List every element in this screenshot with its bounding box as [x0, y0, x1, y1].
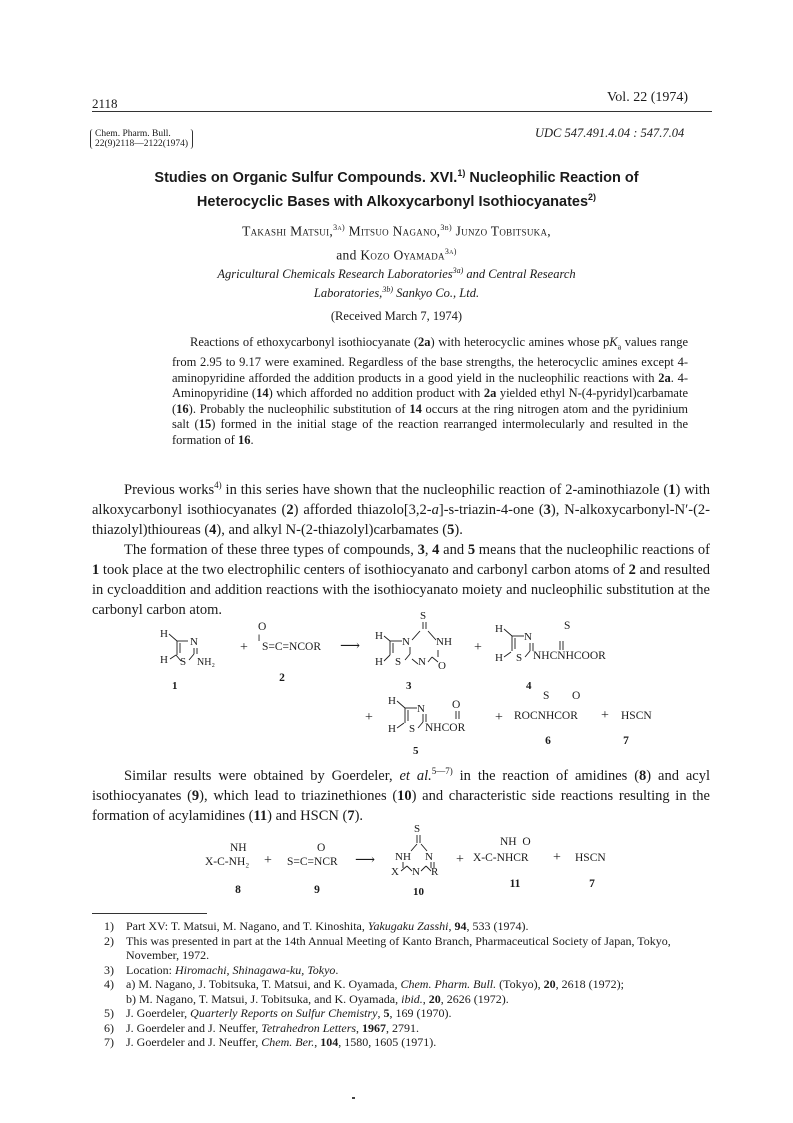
compound-1-structure — [160, 628, 215, 668]
received-date: (Received March 7, 1974) — [330, 309, 463, 323]
svg-text:X: X — [391, 866, 399, 878]
footnote-number: 3) — [104, 962, 114, 977]
paragraph-3 — [92, 761, 710, 826]
footnote-text: J. Goerdeler and J. Neuffer, — [126, 1035, 262, 1049]
body-text: a — [431, 501, 439, 518]
compound-10-structure — [385, 820, 455, 898]
compound-6-formula: ROCNHCOR — [514, 710, 578, 722]
footnote-text: (Tokyo), — [496, 977, 544, 991]
compound-ref: 2a — [418, 335, 431, 349]
double-bond-mark: ‖ — [258, 633, 261, 643]
svg-text:N: N — [418, 656, 426, 668]
footnote-text: , 2791. — [386, 1020, 420, 1035]
body-text: The formation of these three types of compounds, — [124, 541, 418, 558]
compound-ref: 15 — [198, 417, 212, 431]
footnote-text: , — [422, 991, 429, 1006]
abstract-text: values range from 2.95 to 9.17 were examined. Regardless of the base strengths, the heterocyclic amines except 4-aminopyridine afforded the addition products in a good yield in the nucleophilic reactions with — [172, 335, 688, 385]
plus-sign: + — [601, 708, 609, 723]
compound-ref: 9 — [191, 787, 200, 804]
body-text: ) and acyl isothiocyanates ( — [92, 767, 710, 804]
body-text: ), and alkyl N-(2-thiazolyl)carbamates ( — [216, 521, 448, 538]
svg-text:S: S — [420, 610, 427, 622]
footnote-text: b) M. Nagano, T. Matsui, J. Tobitsuka, and K. Oyamada, — [126, 991, 402, 1006]
svg-text:H: H — [375, 630, 383, 642]
page-speck — [352, 1097, 355, 1099]
article-title — [60, 164, 733, 212]
footnote-text: This was presented in part at the 14th Annual Meeting of Kanto Branch, Pharmaceutical Society of Japan, Tokyo, November, 1972. — [126, 933, 671, 962]
footnote-rule — [92, 913, 207, 914]
body-text: ). — [354, 807, 364, 824]
author-4: Kozo Oyamada — [360, 247, 445, 262]
svg-text:NH: NH — [436, 636, 452, 648]
compound-5-O: O — [452, 699, 461, 711]
compound-label-7: 7 — [589, 878, 595, 890]
svg-text:H: H — [495, 623, 503, 635]
journal-reference — [90, 129, 193, 149]
footnote-text: . — [335, 962, 339, 977]
footnote-text: , — [314, 1035, 321, 1049]
footnote-text: , — [356, 1020, 363, 1035]
body-text: et al. — [399, 767, 432, 784]
compound-ref: 8 — [639, 767, 647, 784]
affiliation — [60, 263, 733, 301]
compound-ref: 2a — [658, 370, 671, 385]
abstract-text: yielded ethyl N-(4-pyridyl)carbamate ( — [172, 386, 689, 416]
author-1: Takashi Matsui, — [242, 223, 334, 239]
compound-label-1: 1 — [172, 680, 178, 692]
body-text: ) and HSCN ( — [267, 807, 348, 824]
svg-text:S: S — [409, 723, 416, 735]
footnote-text: Yakugaku Zasshi — [367, 919, 449, 933]
body-text: ), N-alkoxycarbonyl-N′-(2-thiazolyl)thioureas ( — [92, 501, 711, 538]
compound-ref: 1 — [668, 481, 676, 498]
footnote-text: Quarterly Reports on Sulfur Chemistry — [190, 1006, 378, 1020]
body-text: Similar results were obtained by Goerdeler, — [124, 767, 400, 784]
compound-ref: 4 — [432, 541, 440, 558]
compound-label-10: 10 — [413, 886, 424, 898]
author-3: Junzo Tobitsuka, — [451, 223, 551, 239]
abstract-text: K — [609, 335, 618, 349]
compound-ref: 5 — [447, 521, 455, 538]
affiliation-1b: and Central Research — [463, 267, 576, 282]
compound-3-structure — [370, 607, 470, 697]
svg-text:H: H — [375, 656, 383, 668]
footnote-text: Hiromachi, Shinagawa-ku, Tokyo — [174, 962, 336, 977]
compound-11-top: NH O — [500, 836, 531, 848]
body-text: ) and characteristic side reactions resulting in the formation of acylamidines ( — [92, 787, 710, 824]
svg-text:NH₂: NH₂ — [197, 657, 215, 668]
title-ref-sup: 1) — [457, 168, 466, 178]
title-line1-rest: Nucleophilic Reaction of — [465, 169, 639, 186]
author-1-sup: 3a) — [333, 223, 345, 232]
body-text: and resulted in cycloaddition and addition reactions with the isothiocyanato moiety and nucleophilic substitution at the carbonyl carbon atom. — [92, 561, 710, 618]
abstract-text: . — [250, 432, 254, 447]
svg-text:O: O — [438, 660, 446, 672]
affiliation-2: Laboratories, — [313, 286, 383, 301]
title-line1: Studies on Organic Sulfur Compounds. XVI. — [154, 169, 458, 186]
footnote-number: 4) — [104, 977, 114, 991]
plus-sign: + — [495, 710, 503, 725]
footnote-number: 1) — [104, 919, 114, 933]
footnote-3 — [104, 963, 724, 978]
svg-text:N: N — [417, 703, 425, 715]
body-text: took place at the two electrophilic centers of isothiocyanato and carbonyl carbon atoms of — [99, 561, 629, 578]
compound-7-formula: HSCN — [621, 710, 652, 722]
compound-label-7: 7 — [623, 735, 629, 747]
footnote-text: Tetrahedron Letters — [261, 1020, 357, 1035]
footnote-text: 20 — [543, 977, 556, 991]
footnote-text: , 169 (1970). — [389, 1006, 452, 1020]
compound-2-formula: S=C=NCOR — [262, 641, 321, 653]
svg-text:N: N — [402, 636, 410, 648]
footnote-6 — [104, 1021, 724, 1036]
body-text: and — [439, 541, 468, 558]
compound-4-formula: NHCNHCOOR — [533, 650, 606, 662]
body-text: ). — [454, 521, 463, 538]
svg-text:N: N — [190, 636, 198, 648]
compound-ref: 16 — [176, 401, 189, 416]
footnote-number: 6) — [104, 1020, 114, 1035]
svg-text:H: H — [160, 628, 168, 640]
svg-text:H: H — [495, 652, 503, 664]
compound-2-O: O — [258, 621, 267, 633]
abstract-text: ) with heterocyclic amines whose p — [430, 335, 610, 349]
svg-text:S: S — [180, 656, 187, 668]
compound-6-S: S — [543, 690, 550, 702]
footnote-5 — [104, 1006, 724, 1021]
footnote-text: , — [448, 919, 455, 933]
footnote-number: 2) — [104, 933, 114, 948]
page-number: 2118 — [92, 96, 118, 111]
affiliation-1-sup: 3a) — [452, 266, 464, 275]
compound-label-3: 3 — [406, 680, 412, 692]
svg-text:S: S — [516, 652, 523, 664]
author-and: and — [336, 247, 361, 262]
footnote-text: a) M. Nagano, J. Tobitsuka, T. Matsui, and K. Oyamada, — [126, 977, 401, 991]
footnote-text: 104 — [320, 1035, 339, 1049]
body-text: ) afforded thiazolo[3,2- — [293, 501, 432, 518]
footnote-text: 94 — [454, 919, 467, 933]
compound-ref: 14 — [256, 386, 269, 400]
compound-ref: 10 — [397, 787, 412, 804]
compound-label-5: 5 — [413, 745, 419, 757]
footnotes — [104, 919, 724, 1050]
footnote-text: ibid. — [401, 991, 423, 1006]
footnote-text: , 2626 (1972). — [440, 991, 509, 1006]
compound-ref: 1 — [92, 561, 100, 578]
body-text: ) with alkoxycarbonyl isothiocyanates ( — [92, 481, 710, 518]
abstract-text: a — [617, 342, 622, 352]
compound-label-4: 4 — [526, 680, 532, 692]
compound-5-formula: NHCOR — [425, 722, 466, 734]
compound-ref: 4 — [209, 521, 217, 538]
footnote-text: Chem. Pharm. Bull. — [400, 977, 497, 991]
affiliation-1: Agricultural Chemicals Research Laboratories — [217, 267, 453, 282]
reaction-arrow: ⟶ — [340, 639, 361, 654]
compound-label-9: 9 — [314, 884, 320, 896]
plus-sign: + — [553, 850, 561, 865]
footnote-2 — [104, 934, 724, 963]
compound-4-S: S — [564, 620, 571, 632]
footnote-number: 7) — [104, 1035, 114, 1049]
compound-ref: 7 — [347, 807, 355, 824]
footnote-7 — [104, 1035, 724, 1050]
plus-sign: + — [456, 852, 464, 867]
body-text: Previous works — [124, 481, 215, 498]
footnote-text: Part XV: T. Matsui, M. Nagano, and T. Kinoshita, — [126, 919, 368, 933]
compound-7-formula: HSCN — [575, 852, 606, 864]
body-section-1 — [92, 475, 710, 620]
footnote-text: 20 — [428, 991, 441, 1006]
journal-name: Chem. Pharm. Bull. — [95, 129, 171, 139]
compound-ref: 5 — [467, 541, 476, 558]
footnote-number: 5) — [104, 1006, 114, 1020]
footnote-text: 1967 — [362, 1020, 387, 1035]
author-list — [60, 218, 733, 265]
svg-text:H: H — [388, 723, 396, 735]
svg-text:H: H — [160, 654, 168, 666]
abstract-text: occurs at the ring nitrogen atom and the pyridinium salt ( — [172, 401, 688, 431]
compound-9-formula: S=C=NCR — [287, 856, 338, 868]
compound-label-11: 11 — [509, 878, 521, 890]
plus-sign: + — [474, 640, 482, 655]
footnote-text: , — [377, 1006, 384, 1020]
footnote-text: J. Goerdeler and J. Neuffer, — [126, 1020, 262, 1035]
body-text: in this series have shown that the nucleophilic reaction of 2-aminothiazole ( — [221, 481, 669, 498]
footnote-text: , 533 (1974). — [466, 919, 529, 933]
ref-sup: 4) — [214, 480, 222, 490]
footnote-text: J. Goerdeler, — [126, 1006, 191, 1020]
compound-8-NH: NH — [230, 842, 247, 854]
abstract — [172, 335, 688, 448]
abstract-text: Reactions of ethoxycarbonyl isothiocyanate ( — [190, 335, 419, 349]
plus-sign: + — [240, 640, 248, 655]
compound-11-formula: X-C-NHCR — [473, 852, 529, 864]
body-text: ), which lead to triazinethiones ( — [199, 787, 398, 804]
body-section-2 — [92, 761, 710, 826]
body-text: ]-s-triazin-4-one ( — [438, 501, 544, 518]
abstract-text: ) formed in the initial stage of the reaction rearranged intermolecularly and resulted in the formation of — [172, 417, 688, 447]
footnote-text: , 2618 (1972); — [555, 977, 624, 991]
svg-text:S: S — [414, 823, 421, 835]
svg-text:N: N — [412, 866, 420, 878]
ref-sup: 5—7) — [431, 766, 453, 776]
title-line2: Heterocyclic Bases with Alkoxycarbonyl Isothiocyanates — [196, 193, 589, 210]
reaction-arrow: ⟶ — [355, 853, 376, 868]
body-text: in the reaction of amidines ( — [452, 767, 640, 784]
affiliation-2b: Sankyo Co., Ltd. — [392, 286, 480, 301]
body-text: , — [424, 541, 433, 558]
udc-code: UDC 547.491.4.04 : 547.7.04 — [535, 126, 685, 140]
compound-ref: 2a — [483, 386, 497, 400]
footnote-text: Chem. Ber. — [261, 1035, 315, 1049]
title-ref-sup2: 2) — [588, 191, 597, 202]
author-2: Mitsuo Nagano, — [344, 223, 441, 239]
journal-citation: 22(9)2118—2122(1974) — [95, 139, 189, 149]
compound-6-O: O — [572, 690, 581, 702]
compound-ref: 14 — [409, 401, 422, 416]
volume-label: Vol. 22 (1974) — [607, 90, 689, 105]
svg-text:H: H — [388, 695, 396, 707]
compound-ref: 11 — [253, 807, 268, 824]
compound-ref: 16 — [237, 432, 251, 447]
footnote-text: Location: — [126, 962, 175, 977]
compound-label-8: 8 — [235, 884, 241, 896]
affiliation-2-sup: 3b) — [382, 285, 393, 295]
footnote-1 — [104, 919, 724, 934]
author-4-sup: 3a) — [444, 246, 457, 256]
svg-text:N: N — [524, 631, 532, 643]
compound-label-6: 6 — [545, 735, 551, 747]
compound-ref: 2 — [286, 501, 294, 518]
compound-8-formula: X-C-NH₂ — [205, 856, 250, 868]
footnote-4 — [104, 977, 724, 1006]
compound-label-2: 2 — [279, 672, 285, 684]
svg-text:R: R — [431, 866, 439, 878]
compound-ref: 3 — [417, 541, 425, 558]
plus-sign: + — [365, 710, 373, 725]
compound-ref: 3 — [543, 501, 551, 518]
svg-text:N: N — [425, 851, 433, 863]
compound-9-O: O — [317, 842, 326, 854]
body-text: means that the nucleophilic reactions of — [475, 541, 711, 558]
compound-ref: 2 — [628, 561, 636, 578]
svg-text:NH: NH — [395, 851, 411, 863]
abstract-text: . 4-Aminopyridine ( — [172, 370, 688, 400]
abstract-text: ). Probably the nucleophilic substitution of — [188, 401, 410, 416]
footnote-text: , 1580, 1605 (1971). — [338, 1035, 437, 1049]
svg-text:S: S — [395, 656, 402, 668]
paragraph-1 — [92, 475, 710, 540]
abstract-text: ) which afforded no addition product with — [268, 386, 484, 400]
footnote-text: 5 — [383, 1006, 390, 1020]
plus-sign: + — [264, 853, 272, 868]
author-2-sup: 3b) — [440, 223, 452, 232]
header-rule — [92, 111, 712, 112]
